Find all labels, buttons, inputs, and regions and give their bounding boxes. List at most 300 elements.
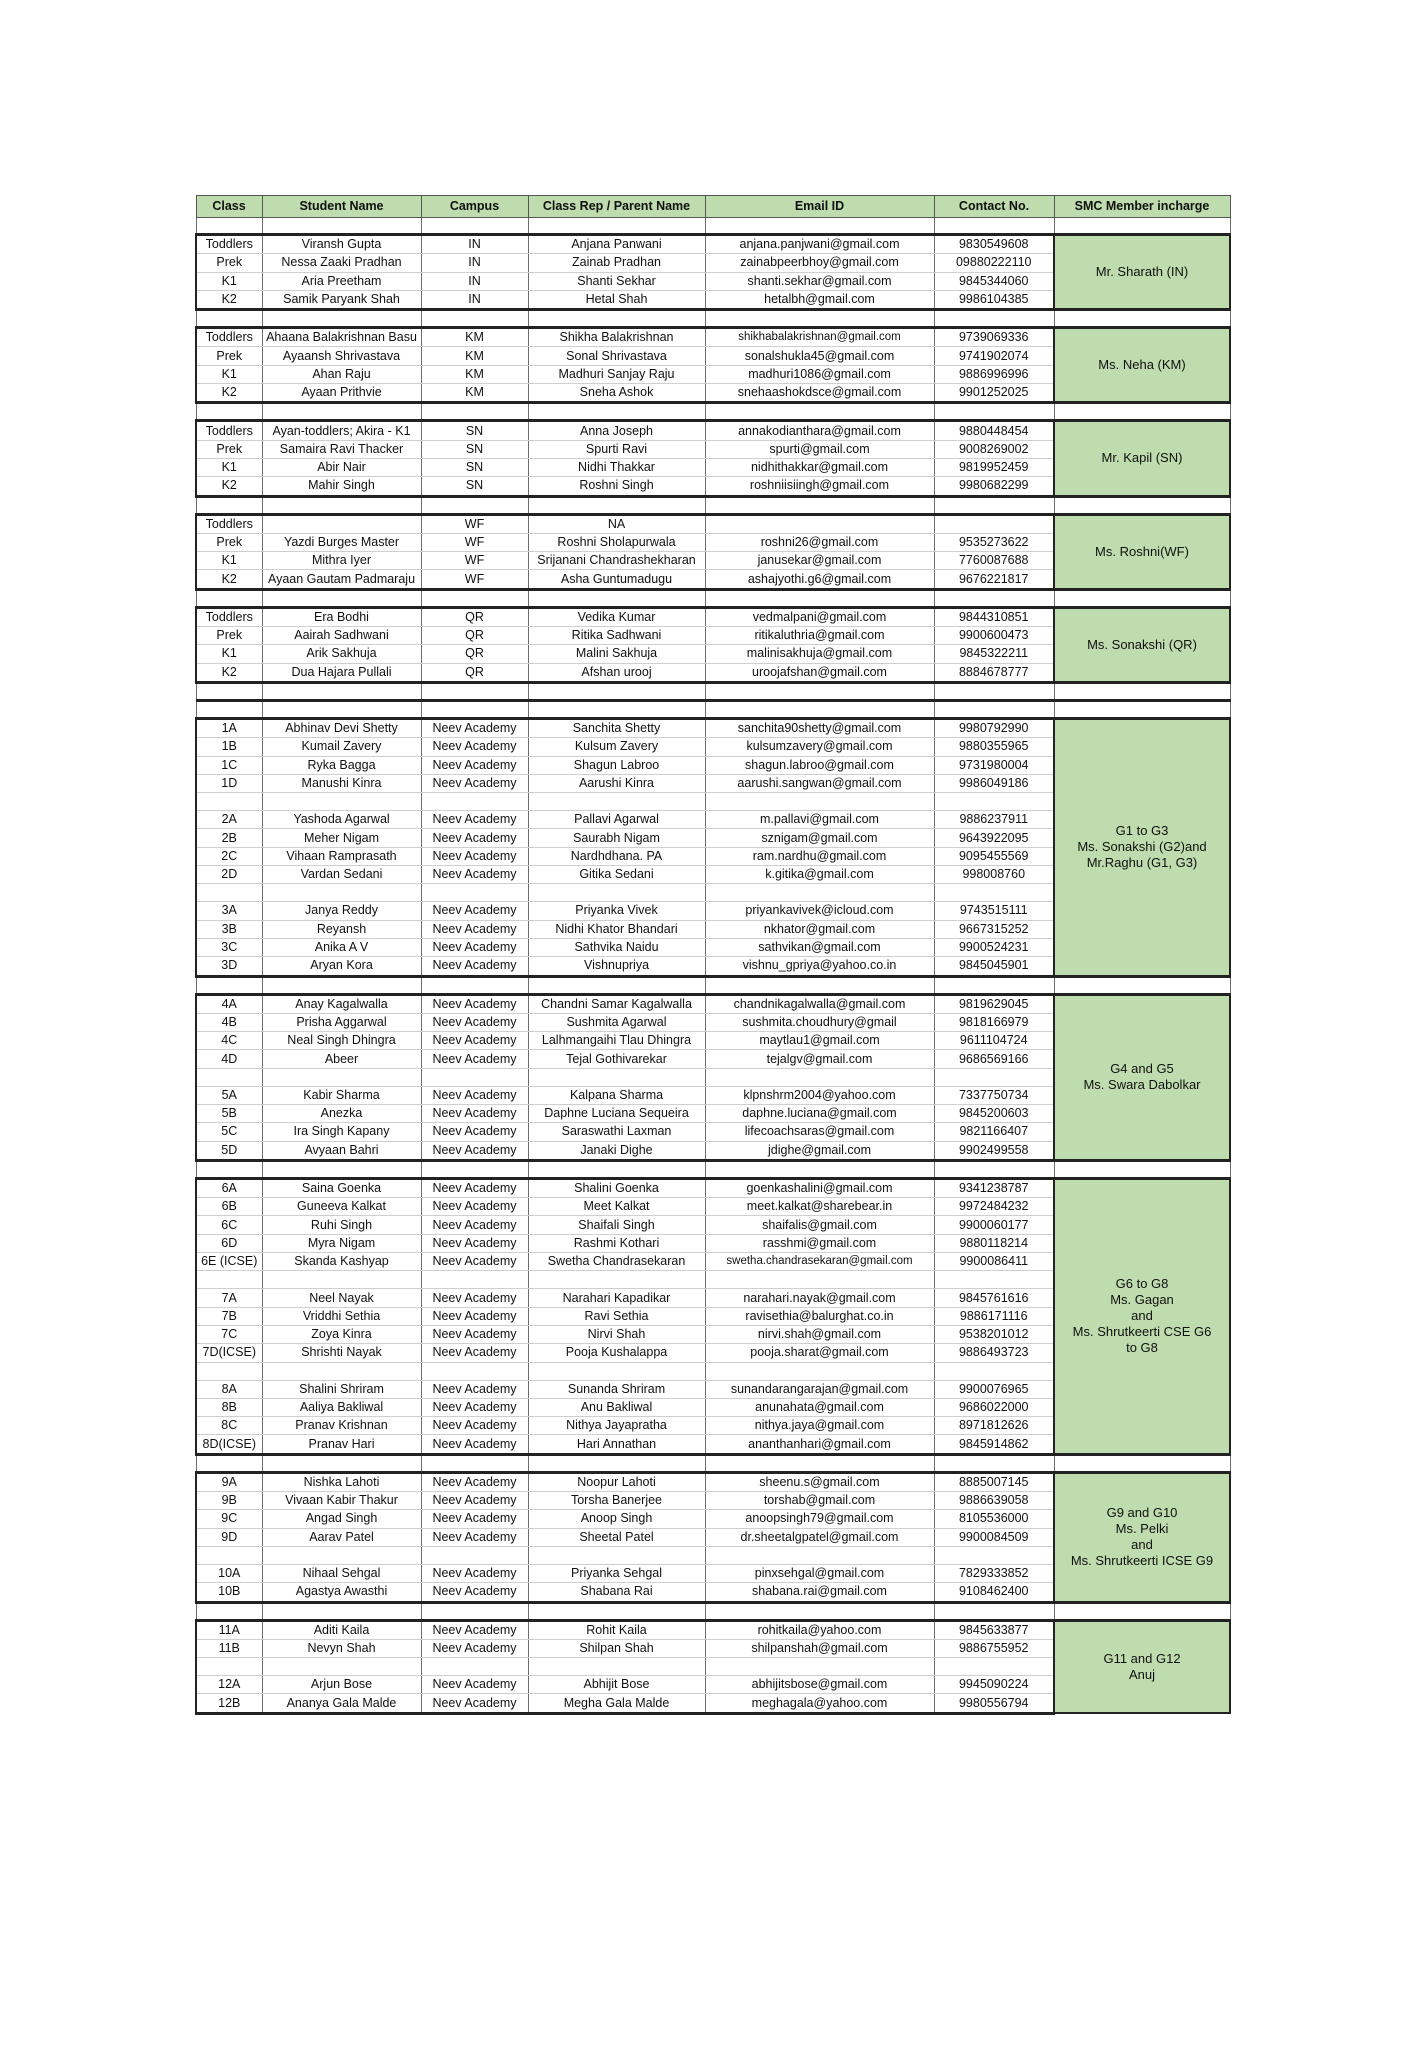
cell-email: nithya.jaya@gmail.com [705, 1417, 934, 1435]
cell-class: 2A [196, 811, 262, 829]
spacer-cell [528, 700, 705, 718]
cell-contact: 9902499558 [934, 1141, 1054, 1160]
blank-cell [528, 1546, 705, 1564]
cell-class-rep: Priyanka Sehgal [528, 1564, 705, 1582]
cell-campus: Neev Academy [421, 1583, 528, 1602]
cell-student-name: Shalini Shriram [262, 1380, 421, 1398]
cell-campus: QR [421, 663, 528, 682]
spacer-cell [528, 403, 705, 421]
smc-member-line: and [1131, 1537, 1153, 1553]
spacer-cell [196, 589, 262, 607]
cell-email: sanchita90shetty@gmail.com [705, 718, 934, 737]
cell-contact: 9844310851 [934, 607, 1054, 626]
cell-student-name [262, 514, 421, 533]
cell-contact: 9845344060 [934, 272, 1054, 290]
spacer-row [196, 1602, 1230, 1620]
cell-class-rep: Rashmi Kothari [528, 1234, 705, 1252]
cell-student-name: Aarav Patel [262, 1528, 421, 1546]
cell-student-name: Zoya Kinra [262, 1325, 421, 1343]
cell-contact: 8105536000 [934, 1510, 1054, 1528]
cell-campus: Neev Academy [421, 847, 528, 865]
cell-class: 4C [196, 1032, 262, 1050]
cell-email: pooja.sharat@gmail.com [705, 1344, 934, 1362]
spacer-cell [528, 310, 705, 328]
blank-cell [705, 1546, 934, 1564]
cell-class-rep: Kulsum Zavery [528, 738, 705, 756]
cell-contact: 9980556794 [934, 1694, 1054, 1713]
cell-email: roshniisiingh@gmail.com [705, 477, 934, 496]
cell-class-rep: Shagun Labroo [528, 756, 705, 774]
cell-class-rep: Anjana Panwani [528, 235, 705, 254]
cell-campus: Neev Academy [421, 774, 528, 792]
cell-email: ram.nardhu@gmail.com [705, 847, 934, 865]
spacer-cell [934, 1454, 1054, 1472]
cell-student-name: Ananya Gala Malde [262, 1694, 421, 1713]
spacer-cell [421, 1160, 528, 1178]
cell-email: sonalshukla45@gmail.com [705, 347, 934, 365]
cell-contact: 9901252025 [934, 384, 1054, 403]
cell-email: ananthanhari@gmail.com [705, 1435, 934, 1454]
cell-campus: SN [421, 477, 528, 496]
blank-cell [934, 1658, 1054, 1676]
cell-student-name: Saina Goenka [262, 1178, 421, 1197]
spacer-cell [1054, 218, 1230, 235]
cell-class: Prek [196, 627, 262, 645]
spacer-cell [262, 1602, 421, 1620]
cell-student-name: Shrishti Nayak [262, 1344, 421, 1362]
spacer-cell [1054, 589, 1230, 607]
cell-class-rep: Abhijit Bose [528, 1676, 705, 1694]
cell-class: Toddlers [196, 514, 262, 533]
cell-student-name: Pranav Krishnan [262, 1417, 421, 1435]
cell-student-name: Viransh Gupta [262, 235, 421, 254]
spacer-cell [705, 218, 934, 235]
cell-student-name: Abir Nair [262, 458, 421, 476]
cell-class-rep: Kalpana Sharma [528, 1086, 705, 1104]
cell-class: Prek [196, 254, 262, 272]
cell-campus: SN [421, 458, 528, 476]
cell-class-rep: Srijanani Chandrashekharan [528, 552, 705, 570]
cell-class-rep: Pallavi Agarwal [528, 811, 705, 829]
cell-class: 10B [196, 1583, 262, 1602]
spacer-cell [262, 700, 421, 718]
cell-class-rep: Chandni Samar Kagalwalla [528, 994, 705, 1013]
cell-campus: Neev Academy [421, 1216, 528, 1234]
spacer-cell [1054, 1160, 1230, 1178]
cell-student-name: Abhinav Devi Shetty [262, 718, 421, 737]
smc-class-rep-table [195, 195, 1231, 1715]
cell-campus: QR [421, 607, 528, 626]
cell-class: 1B [196, 738, 262, 756]
cell-student-name: Nihaal Sehgal [262, 1564, 421, 1582]
spacer-cell [528, 682, 705, 700]
cell-campus: Neev Academy [421, 1289, 528, 1307]
blank-cell [528, 793, 705, 811]
cell-student-name: Myra Nigam [262, 1234, 421, 1252]
cell-student-name: Yazdi Burges Master [262, 533, 421, 551]
cell-class-rep: Sathvika Naidu [528, 938, 705, 956]
cell-class-rep: Meet Kalkat [528, 1198, 705, 1216]
cell-campus: Neev Academy [421, 738, 528, 756]
cell-contact: 9886237911 [934, 811, 1054, 829]
cell-class: 5C [196, 1123, 262, 1141]
cell-email: sathvikan@gmail.com [705, 938, 934, 956]
cell-class: 2D [196, 866, 262, 884]
cell-class: 6E (ICSE) [196, 1253, 262, 1271]
cell-student-name: Aria Preetham [262, 272, 421, 290]
spacer-cell [934, 589, 1054, 607]
cell-class: 6B [196, 1198, 262, 1216]
smc-member-line: Mr. Sharath (IN) [1095, 264, 1189, 280]
blank-cell [528, 884, 705, 902]
cell-email: chandnikagalwalla@gmail.com [705, 994, 934, 1013]
smc-member-line: and [1131, 1308, 1153, 1324]
cell-email: aarushi.sangwan@gmail.com [705, 774, 934, 792]
cell-email: ritikaluthria@gmail.com [705, 627, 934, 645]
cell-contact: 9886996996 [934, 365, 1054, 383]
blank-cell [705, 1658, 934, 1676]
cell-email: nirvi.shah@gmail.com [705, 1325, 934, 1343]
blank-cell [196, 1546, 262, 1564]
smc-member-line: G6 to G8 [1115, 1276, 1169, 1292]
cell-email: snehaashokdsce@gmail.com [705, 384, 934, 403]
cell-class: 7D(ICSE) [196, 1344, 262, 1362]
cell-contact: 9900060177 [934, 1216, 1054, 1234]
cell-student-name: Meher Nigam [262, 829, 421, 847]
spacer-cell [196, 700, 262, 718]
cell-campus: Neev Academy [421, 829, 528, 847]
spacer-cell [934, 682, 1054, 700]
cell-student-name: Arjun Bose [262, 1676, 421, 1694]
cell-contact: 9821166407 [934, 1123, 1054, 1141]
cell-student-name: Janya Reddy [262, 902, 421, 920]
smc-member-cell [1054, 328, 1230, 403]
cell-class: 7A [196, 1289, 262, 1307]
cell-student-name: Avyaan Bahri [262, 1141, 421, 1160]
spacer-row [196, 700, 1230, 718]
cell-email: ravisethia@balurghat.co.in [705, 1307, 934, 1325]
cell-class: Toddlers [196, 421, 262, 440]
cell-class-rep: Noopur Lahoti [528, 1472, 705, 1491]
cell-class: K1 [196, 645, 262, 663]
cell-class: 7B [196, 1307, 262, 1325]
cell-campus: KM [421, 365, 528, 383]
cell-class-rep: Anu Bakliwal [528, 1398, 705, 1416]
spacer-cell [262, 976, 421, 994]
cell-contact: 9880118214 [934, 1234, 1054, 1252]
cell-class: 4B [196, 1013, 262, 1031]
cell-class: 3A [196, 902, 262, 920]
spacer-cell [196, 496, 262, 514]
spacer-cell [1054, 976, 1230, 994]
cell-class: 1C [196, 756, 262, 774]
cell-campus: Neev Academy [421, 902, 528, 920]
cell-campus: SN [421, 440, 528, 458]
cell-email: nidhithakkar@gmail.com [705, 458, 934, 476]
cell-student-name: Vivaan Kabir Thakur [262, 1492, 421, 1510]
cell-email: torshab@gmail.com [705, 1492, 934, 1510]
cell-student-name: Nishka Lahoti [262, 1472, 421, 1491]
table-row [196, 421, 1230, 440]
cell-class-rep: Priyanka Vivek [528, 902, 705, 920]
spacer-cell [421, 589, 528, 607]
cell-campus: Neev Academy [421, 1510, 528, 1528]
blank-cell [528, 1362, 705, 1380]
cell-contact: 9880448454 [934, 421, 1054, 440]
cell-campus: Neev Academy [421, 866, 528, 884]
smc-member-line: G4 and G5 [1110, 1061, 1174, 1077]
spacer-row [196, 218, 1230, 235]
cell-contact: 9880355965 [934, 738, 1054, 756]
cell-class-rep: Vedika Kumar [528, 607, 705, 626]
cell-campus: Neev Academy [421, 1123, 528, 1141]
blank-cell [196, 1271, 262, 1289]
smc-member-cell [1054, 718, 1230, 976]
cell-contact: 9986049186 [934, 774, 1054, 792]
cell-class: 3C [196, 938, 262, 956]
cell-contact: 9845200603 [934, 1104, 1054, 1122]
cell-class-rep: Anna Joseph [528, 421, 705, 440]
table-row [196, 607, 1230, 626]
cell-student-name: Arik Sakhuja [262, 645, 421, 663]
cell-campus: Neev Academy [421, 1344, 528, 1362]
spacer-cell [421, 1454, 528, 1472]
spacer-cell [705, 976, 934, 994]
cell-class: 9C [196, 1510, 262, 1528]
blank-cell [421, 1658, 528, 1676]
cell-campus: Neev Academy [421, 1528, 528, 1546]
cell-campus: WF [421, 514, 528, 533]
table-row [196, 1620, 1230, 1639]
cell-student-name: Kumail Zavery [262, 738, 421, 756]
spacer-cell [421, 682, 528, 700]
spacer-row [196, 403, 1230, 421]
spacer-cell [934, 310, 1054, 328]
cell-email: sunandarangarajan@gmail.com [705, 1380, 934, 1398]
cell-campus: Neev Academy [421, 1325, 528, 1343]
cell-campus: WF [421, 533, 528, 551]
cell-contact: 9900086411 [934, 1253, 1054, 1271]
cell-class-rep: Hetal Shah [528, 290, 705, 309]
cell-campus: Neev Academy [421, 1398, 528, 1416]
smc-member-cell [1054, 514, 1230, 589]
cell-student-name: Manushi Kinra [262, 774, 421, 792]
header-contact: Contact No. [934, 196, 1054, 218]
spacer-cell [421, 1602, 528, 1620]
cell-student-name: Dua Hajara Pullali [262, 663, 421, 682]
blank-cell [934, 884, 1054, 902]
spacer-cell [262, 589, 421, 607]
cell-class-rep: Shikha Balakrishnan [528, 328, 705, 347]
cell-contact: 7829333852 [934, 1564, 1054, 1582]
cell-class-rep: Daphne Luciana Sequeira [528, 1104, 705, 1122]
spacer-cell [528, 1602, 705, 1620]
blank-cell [262, 884, 421, 902]
cell-class-rep: Shalini Goenka [528, 1178, 705, 1197]
cell-class: 9D [196, 1528, 262, 1546]
cell-class-rep: Narahari Kapadikar [528, 1289, 705, 1307]
blank-cell [262, 1658, 421, 1676]
cell-student-name: Reyansh [262, 920, 421, 938]
header-class-rep: Class Rep / Parent Name [528, 196, 705, 218]
cell-class-rep: Swetha Chandrasekaran [528, 1253, 705, 1271]
cell-student-name: Guneeva Kalkat [262, 1198, 421, 1216]
cell-email: malinisakhuja@gmail.com [705, 645, 934, 663]
cell-email: vedmalpani@gmail.com [705, 607, 934, 626]
cell-class: K1 [196, 272, 262, 290]
cell-contact: 8884678777 [934, 663, 1054, 682]
cell-class-rep: Madhuri Sanjay Raju [528, 365, 705, 383]
cell-email: uroojafshan@gmail.com [705, 663, 934, 682]
cell-student-name: Aryan Kora [262, 957, 421, 976]
table-row [196, 235, 1230, 254]
cell-campus: Neev Academy [421, 718, 528, 737]
cell-email: maytlau1@gmail.com [705, 1032, 934, 1050]
blank-cell [705, 884, 934, 902]
cell-class: Prek [196, 440, 262, 458]
blank-cell [934, 1362, 1054, 1380]
cell-class-rep: Nidhi Khator Bhandari [528, 920, 705, 938]
cell-class-rep: Torsha Banerjee [528, 1492, 705, 1510]
cell-student-name: Ayaan Prithvie [262, 384, 421, 403]
smc-member-line: Mr. Kapil (SN) [1101, 450, 1183, 466]
table-row [196, 994, 1230, 1013]
table-row [196, 514, 1230, 533]
cell-student-name: Ira Singh Kapany [262, 1123, 421, 1141]
cell-campus: Neev Academy [421, 1013, 528, 1031]
cell-student-name: Agastya Awasthi [262, 1583, 421, 1602]
cell-email: daphne.luciana@gmail.com [705, 1104, 934, 1122]
cell-campus: IN [421, 254, 528, 272]
cell-campus: Neev Academy [421, 1492, 528, 1510]
spacer-cell [528, 1160, 705, 1178]
cell-class: K1 [196, 458, 262, 476]
cell-contact: 9741902074 [934, 347, 1054, 365]
cell-campus: Neev Academy [421, 756, 528, 774]
cell-class: 9A [196, 1472, 262, 1491]
cell-email: vishnu_gpriya@yahoo.co.in [705, 957, 934, 976]
cell-contact: 9743515111 [934, 902, 1054, 920]
spacer-row [196, 1454, 1230, 1472]
cell-email: sheenu.s@gmail.com [705, 1472, 934, 1491]
cell-campus: Neev Academy [421, 1198, 528, 1216]
cell-class-rep: Shilpan Shah [528, 1639, 705, 1657]
spacer-cell [934, 1160, 1054, 1178]
smc-member-line: G11 and G12 [1103, 1650, 1181, 1666]
cell-email: k.gitika@gmail.com [705, 866, 934, 884]
spacer-cell [528, 1454, 705, 1472]
cell-class-rep: Nithya Jayapratha [528, 1417, 705, 1435]
cell-contact: 9986104385 [934, 290, 1054, 309]
cell-class: Prek [196, 533, 262, 551]
cell-campus: Neev Academy [421, 1086, 528, 1104]
table-row [196, 1472, 1230, 1491]
table-row [196, 328, 1230, 347]
cell-contact: 9667315252 [934, 920, 1054, 938]
cell-contact: 9819952459 [934, 458, 1054, 476]
cell-campus: Neev Academy [421, 1032, 528, 1050]
cell-class-rep: Malini Sakhuja [528, 645, 705, 663]
cell-student-name: Ahaana Balakrishnan Basu [262, 328, 421, 347]
cell-student-name: Pranav Hari [262, 1435, 421, 1454]
cell-class: Toddlers [196, 235, 262, 254]
blank-cell [528, 1068, 705, 1086]
cell-contact: 9686022000 [934, 1398, 1054, 1416]
cell-class: 8A [196, 1380, 262, 1398]
cell-contact: 9886639058 [934, 1492, 1054, 1510]
cell-contact: 9945090224 [934, 1676, 1054, 1694]
cell-student-name: Aditi Kaila [262, 1620, 421, 1639]
cell-email: shaifalis@gmail.com [705, 1216, 934, 1234]
cell-student-name: Ryka Bagga [262, 756, 421, 774]
blank-cell [196, 1068, 262, 1086]
blank-cell [421, 793, 528, 811]
cell-class-rep: Nirvi Shah [528, 1325, 705, 1343]
blank-cell [934, 793, 1054, 811]
spacer-cell [934, 1602, 1054, 1620]
cell-contact: 9643922095 [934, 829, 1054, 847]
cell-email: meghagala@yahoo.com [705, 1694, 934, 1713]
spacer-cell [705, 403, 934, 421]
cell-campus: Neev Academy [421, 1050, 528, 1068]
cell-class: 5A [196, 1086, 262, 1104]
spacer-cell [262, 496, 421, 514]
cell-class: K2 [196, 384, 262, 403]
cell-contact: 9845761616 [934, 1289, 1054, 1307]
cell-class-rep: Spurti Ravi [528, 440, 705, 458]
spacer-cell [1054, 700, 1230, 718]
cell-campus: Neev Academy [421, 994, 528, 1013]
cell-contact: 9535273622 [934, 533, 1054, 551]
cell-contact: 9830549608 [934, 235, 1054, 254]
cell-email: sushmita.choudhury@gmail [705, 1013, 934, 1031]
cell-class: Toddlers [196, 328, 262, 347]
cell-campus: Neev Academy [421, 1694, 528, 1713]
cell-class: Prek [196, 347, 262, 365]
spacer-cell [421, 310, 528, 328]
spacer-cell [196, 682, 262, 700]
cell-student-name: Anika A V [262, 938, 421, 956]
smc-member-cell [1054, 994, 1230, 1160]
cell-email [705, 514, 934, 533]
cell-contact: 9686569166 [934, 1050, 1054, 1068]
cell-email: sznigam@gmail.com [705, 829, 934, 847]
blank-cell [705, 1271, 934, 1289]
blank-cell [196, 1658, 262, 1676]
cell-class: 8B [196, 1398, 262, 1416]
cell-email: janusekar@gmail.com [705, 552, 934, 570]
spacer-row [196, 496, 1230, 514]
spacer-cell [421, 700, 528, 718]
cell-contact: 9980682299 [934, 477, 1054, 496]
cell-student-name: Abeer [262, 1050, 421, 1068]
cell-class: 1A [196, 718, 262, 737]
cell-student-name: Vardan Sedani [262, 866, 421, 884]
smc-member-cell [1054, 1620, 1230, 1713]
table-row [196, 1178, 1230, 1197]
smc-member-line: G9 and G10 [1106, 1505, 1178, 1521]
cell-campus: QR [421, 645, 528, 663]
cell-email: shabana.rai@gmail.com [705, 1583, 934, 1602]
smc-member-line: Ms. Roshni(WF) [1095, 543, 1189, 559]
cell-email: goenkashalini@gmail.com [705, 1178, 934, 1197]
smc-member-line: Ms. Sonakshi (QR) [1087, 636, 1197, 652]
cell-contact: 9611104724 [934, 1032, 1054, 1050]
cell-student-name: Vihaan Ramprasath [262, 847, 421, 865]
cell-class-rep: Shaifali Singh [528, 1216, 705, 1234]
smc-member-line: G1 to G3 [1115, 823, 1169, 839]
header-smc-member: SMC Member incharge [1054, 196, 1230, 218]
